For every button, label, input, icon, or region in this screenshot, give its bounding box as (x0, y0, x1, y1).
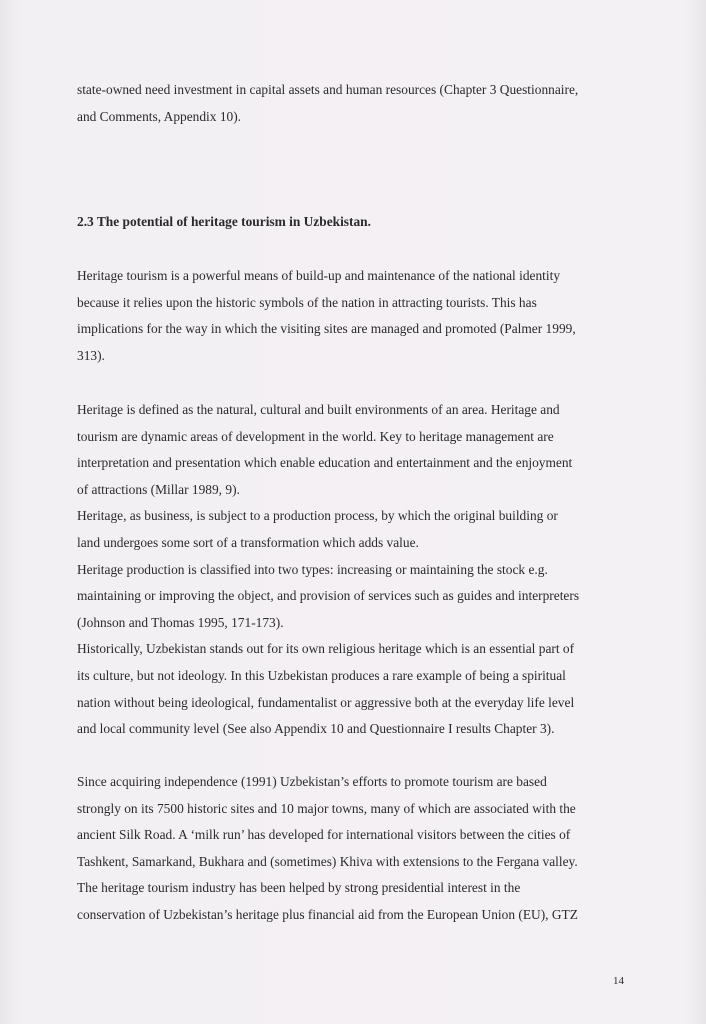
text-line: tourism are dynamic areas of development in the world. Key to heritage management are (77, 428, 554, 444)
text-line: and local community level (See also Appendix 10 and Questionnaire I results Chapter 3). (77, 721, 555, 737)
text-line: 2.3 The potential of heritage tourism in Uzbekistan. (77, 214, 371, 229)
text-line: strongly on its 7500 historic sites and 10 major towns, many of which are associated with the (77, 800, 576, 816)
text-line: Since acquiring independence (1991) Uzbekistan’s efforts to promote tourism are based (77, 774, 547, 789)
text-line: conservation of Uzbekistan’s heritage plus financial aid from the European Union (EU), GTZ (77, 906, 578, 922)
text-line: land undergoes some sort of a transformation which adds value. (77, 534, 419, 550)
text-line: and Comments, Appendix 10). (77, 108, 242, 124)
text-line: Heritage production is classified into two types: increasing or maintaining the stock e.g. (77, 561, 548, 577)
text-line: (Johnson and Thomas 1995, 171-173). (77, 614, 284, 630)
paragraph-heritage-definition (77, 397, 637, 743)
paragraph-intro (77, 77, 637, 130)
text-line: Heritage, as business, is subject to a production process, by which the original building or (77, 508, 558, 524)
text-line: 313). (77, 347, 105, 363)
section-heading (77, 209, 637, 236)
page-number: 14 (613, 975, 624, 987)
text-line: implications for the way in which the visiting sites are managed and promoted (Palmer 1999, (77, 321, 576, 337)
text-line: Tashkent, Samarkand, Bukhara and (sometimes) Khiva with extensions to the Fergana valley. (77, 853, 578, 869)
text-line: The heritage tourism industry has been helped by strong presidential interest in the (77, 880, 521, 896)
text-line: of attractions (Millar 1989, 9). (77, 481, 240, 497)
text-line: Heritage is defined as the natural, cultural and built environments of an area. Heritage and (77, 402, 560, 417)
text-line: state-owned need investment in capital assets and human resources (Chapter 3 Questionnaire, (77, 82, 579, 97)
text-line: ancient Silk Road. A ‘milk run’ has developed for international visitors between the cities of (77, 827, 571, 843)
text-line: Historically, Uzbekistan stands out for its own religious heritage which is an essential part of (77, 641, 575, 657)
paragraph-independence (77, 769, 637, 929)
paragraph-heritage-tourism (77, 263, 637, 369)
text-line: interpretation and presentation which enable education and entertainment and the enjoyment (77, 455, 573, 471)
text-line: maintaining or improving the object, and provision of services such as guides and interpreters (77, 588, 580, 604)
text-line: because it relies upon the historic symbols of the nation in attracting tourists. This has (77, 294, 537, 310)
text-line: its culture, but not ideology. In this Uzbekistan produces a rare example of being a spiritual (77, 667, 566, 683)
text-line: Heritage tourism is a powerful means of build-up and maintenance of the national identity (77, 268, 561, 283)
text-line: nation without being ideological, fundamentalist or aggressive both at the everyday life level (77, 694, 575, 710)
